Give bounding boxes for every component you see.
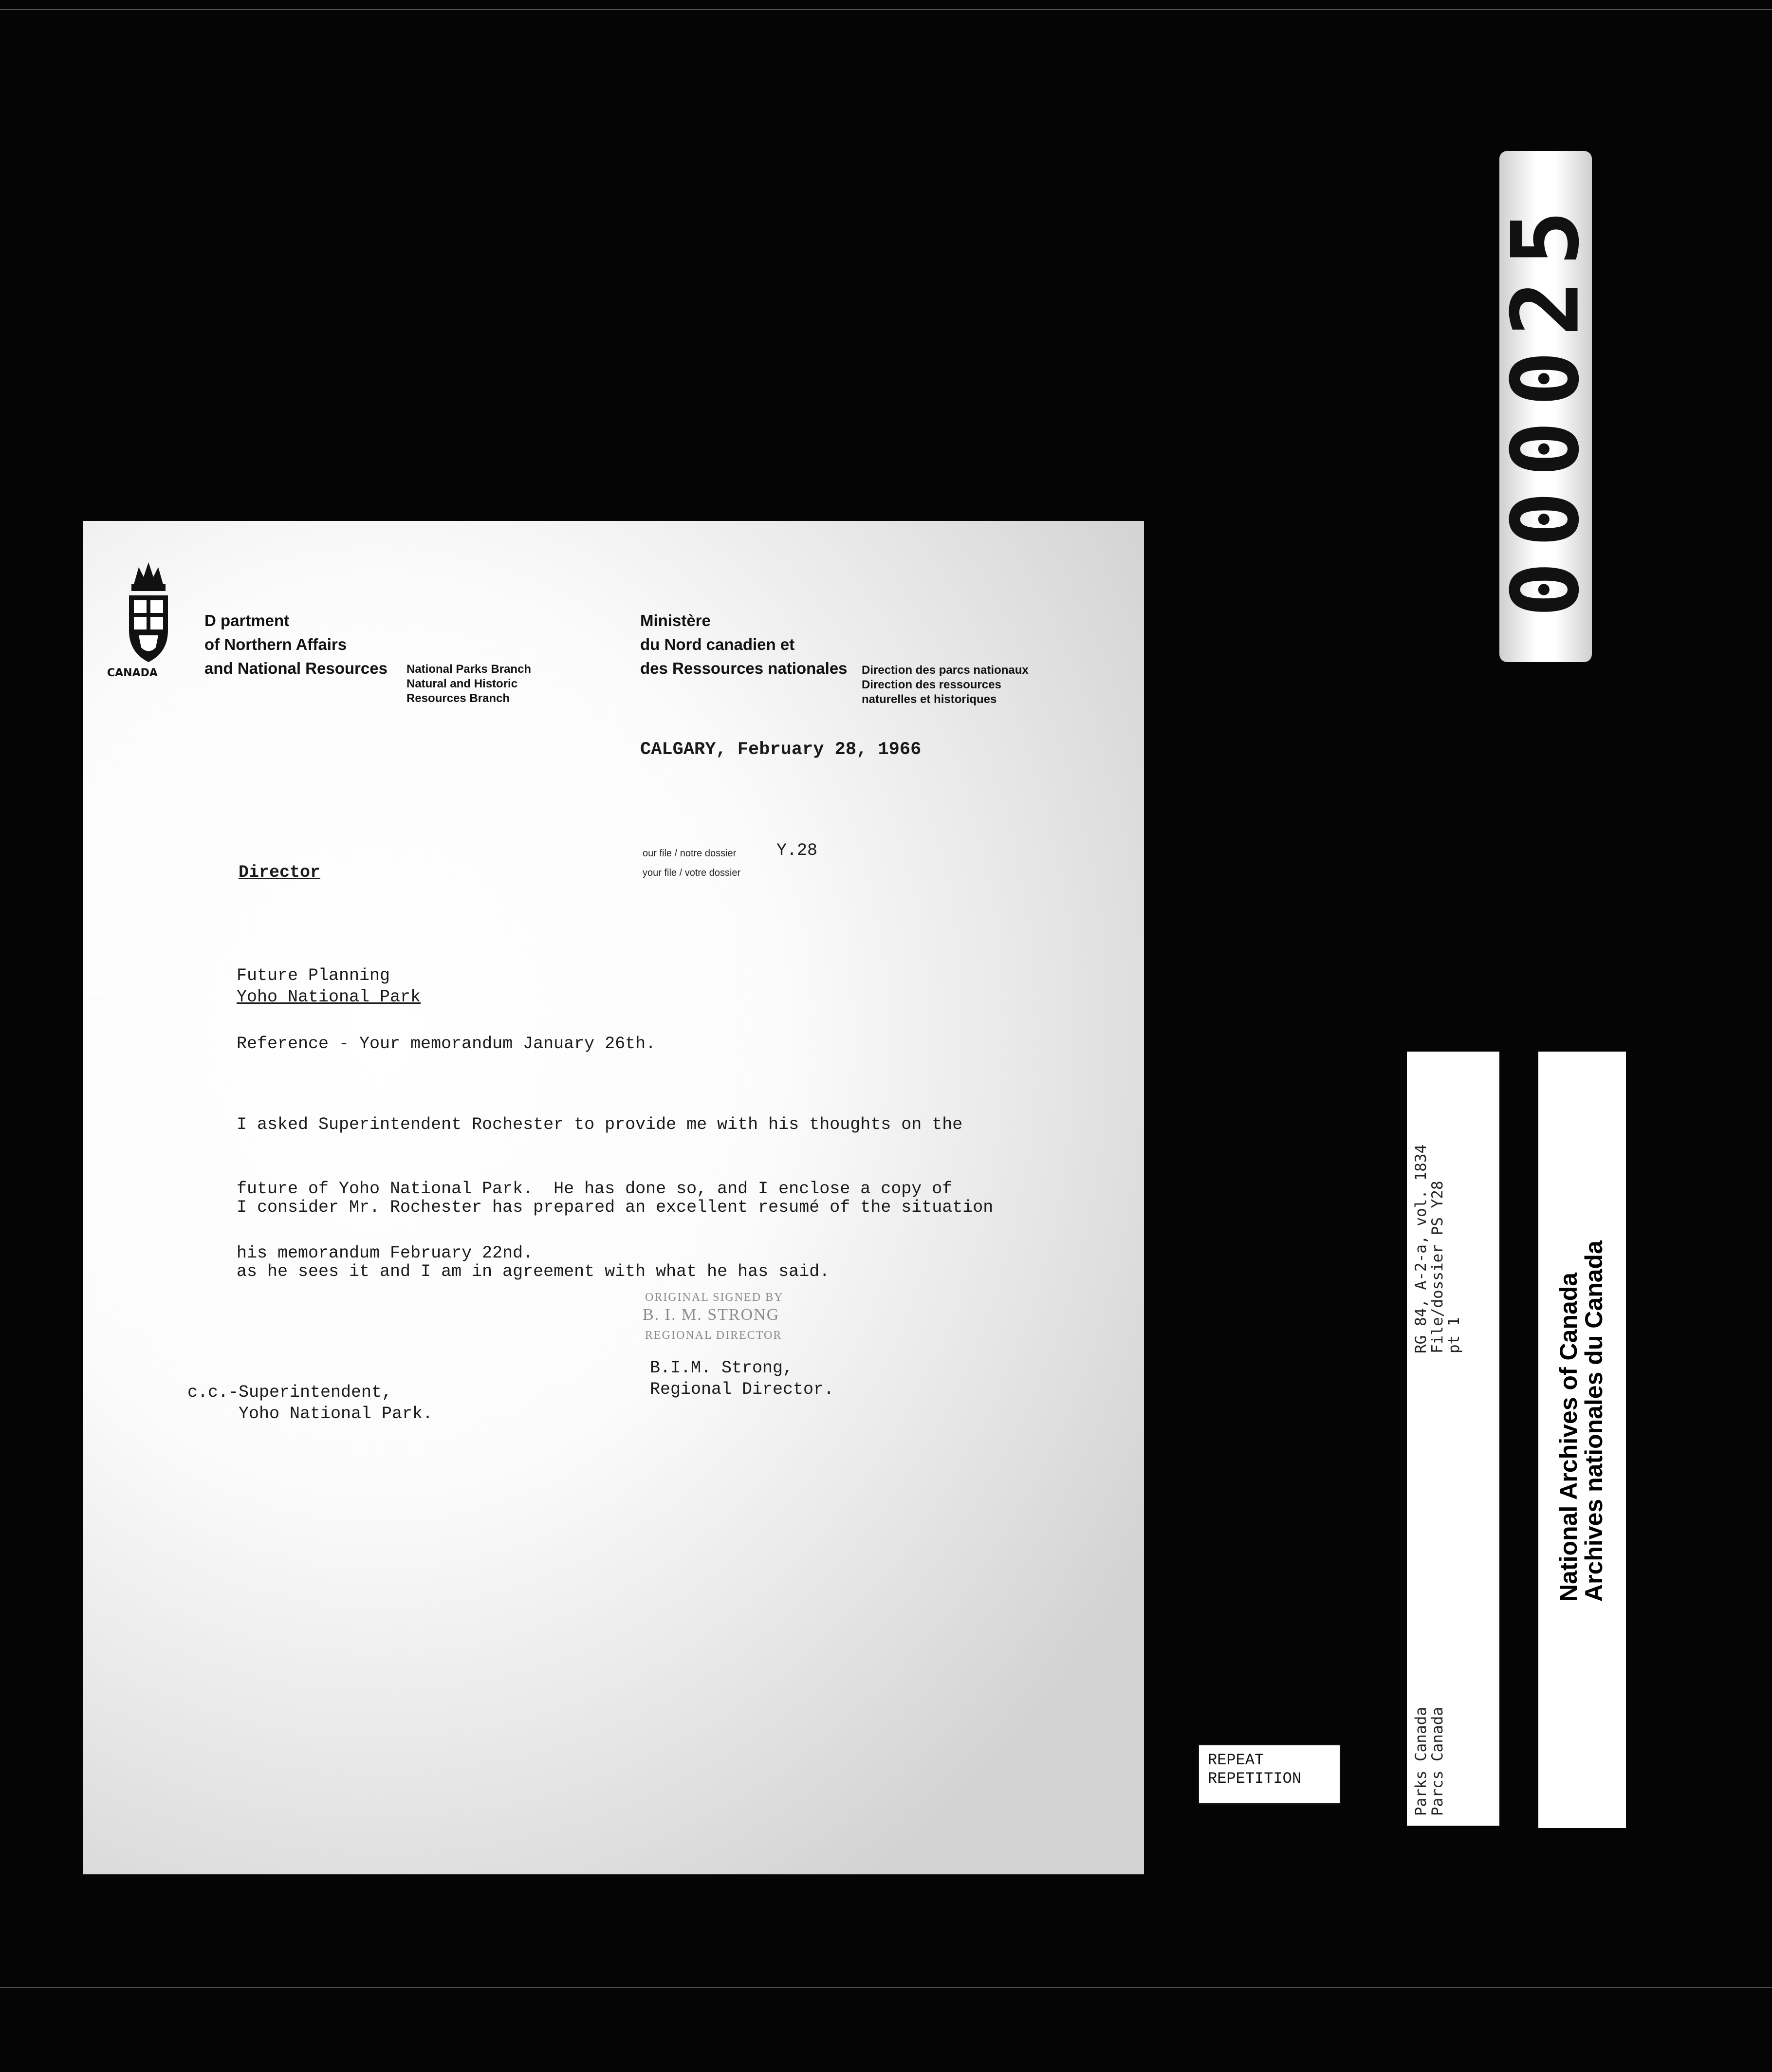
reference-line: Reference - Your memorandum January 26th. xyxy=(237,1034,656,1054)
film-edge-top xyxy=(0,9,1772,10)
paragraph-1: I asked Superintendent Rochester to provide me with his thoughts on the future of Yoho National Park. He has done so, and I enclose a copy of his memorandum February 22nd. xyxy=(237,1115,963,1263)
archive-reference-text: RG 84, A-2-a, vol. 1834 File/dossier PS Y28 pt 1 xyxy=(1412,1144,1463,1353)
signature-stamp-line-3: REGIONAL DIRECTOR xyxy=(645,1329,782,1342)
cc-line-1: c.c.-Superintendent, xyxy=(187,1383,392,1402)
canada-crest-icon xyxy=(117,557,180,665)
our-file-label: our file / notre dossier xyxy=(643,848,737,859)
crest-label: CANADA xyxy=(107,667,158,679)
archive-label-strip xyxy=(1538,1052,1626,1828)
signature-stamp-line-2: B. I. M. STRONG xyxy=(643,1306,780,1324)
your-file-label: your file / votre dossier xyxy=(643,868,741,878)
cc-line-2: Yoho National Park. xyxy=(239,1404,433,1424)
signature-name: B.I.M. Strong, xyxy=(650,1358,794,1378)
addressee: Director xyxy=(239,863,321,882)
letter-sheet xyxy=(83,521,1144,1874)
parks-canada-text: Parks Canada Parcs Canada xyxy=(1412,1707,1446,1816)
film-edge-bottom xyxy=(0,1987,1772,1988)
subject-line-1: Future Planning xyxy=(237,966,390,985)
dept-name-french: Ministère du Nord canadien et des Ressources nationales xyxy=(640,611,848,677)
subject-line-2: Yoho National Park xyxy=(237,987,421,1007)
branch-name-french: Direction des parcs nationaux Direction des ressources naturelles et historiques xyxy=(862,664,1029,706)
paragraph-2: I consider Mr. Rochester has prepared an excellent resumé of the situation as he sees it and I am in agreement with what he has said. xyxy=(237,1198,994,1281)
signature-stamp-line-1: ORIGINAL SIGNED BY xyxy=(645,1291,784,1304)
archive-label-text: National Archives of Canada Archives nationales du Canada xyxy=(1555,1240,1607,1602)
signature-title: Regional Director. xyxy=(650,1380,834,1399)
branch-name-english: National Parks Branch Natural and Historic Resources Branch xyxy=(406,663,532,705)
archive-reference-strip xyxy=(1407,1052,1499,1826)
frame-number: 000025 xyxy=(1499,151,1592,662)
margin-dash xyxy=(87,991,109,994)
repeat-label: REPEAT REPETITION xyxy=(1198,1744,1341,1805)
dept-name-english: D partment of Northern Affairs and National Resources xyxy=(204,611,388,677)
place-date: CALGARY, February 28, 1966 xyxy=(640,740,922,760)
our-file-value: Y.28 xyxy=(776,841,818,860)
